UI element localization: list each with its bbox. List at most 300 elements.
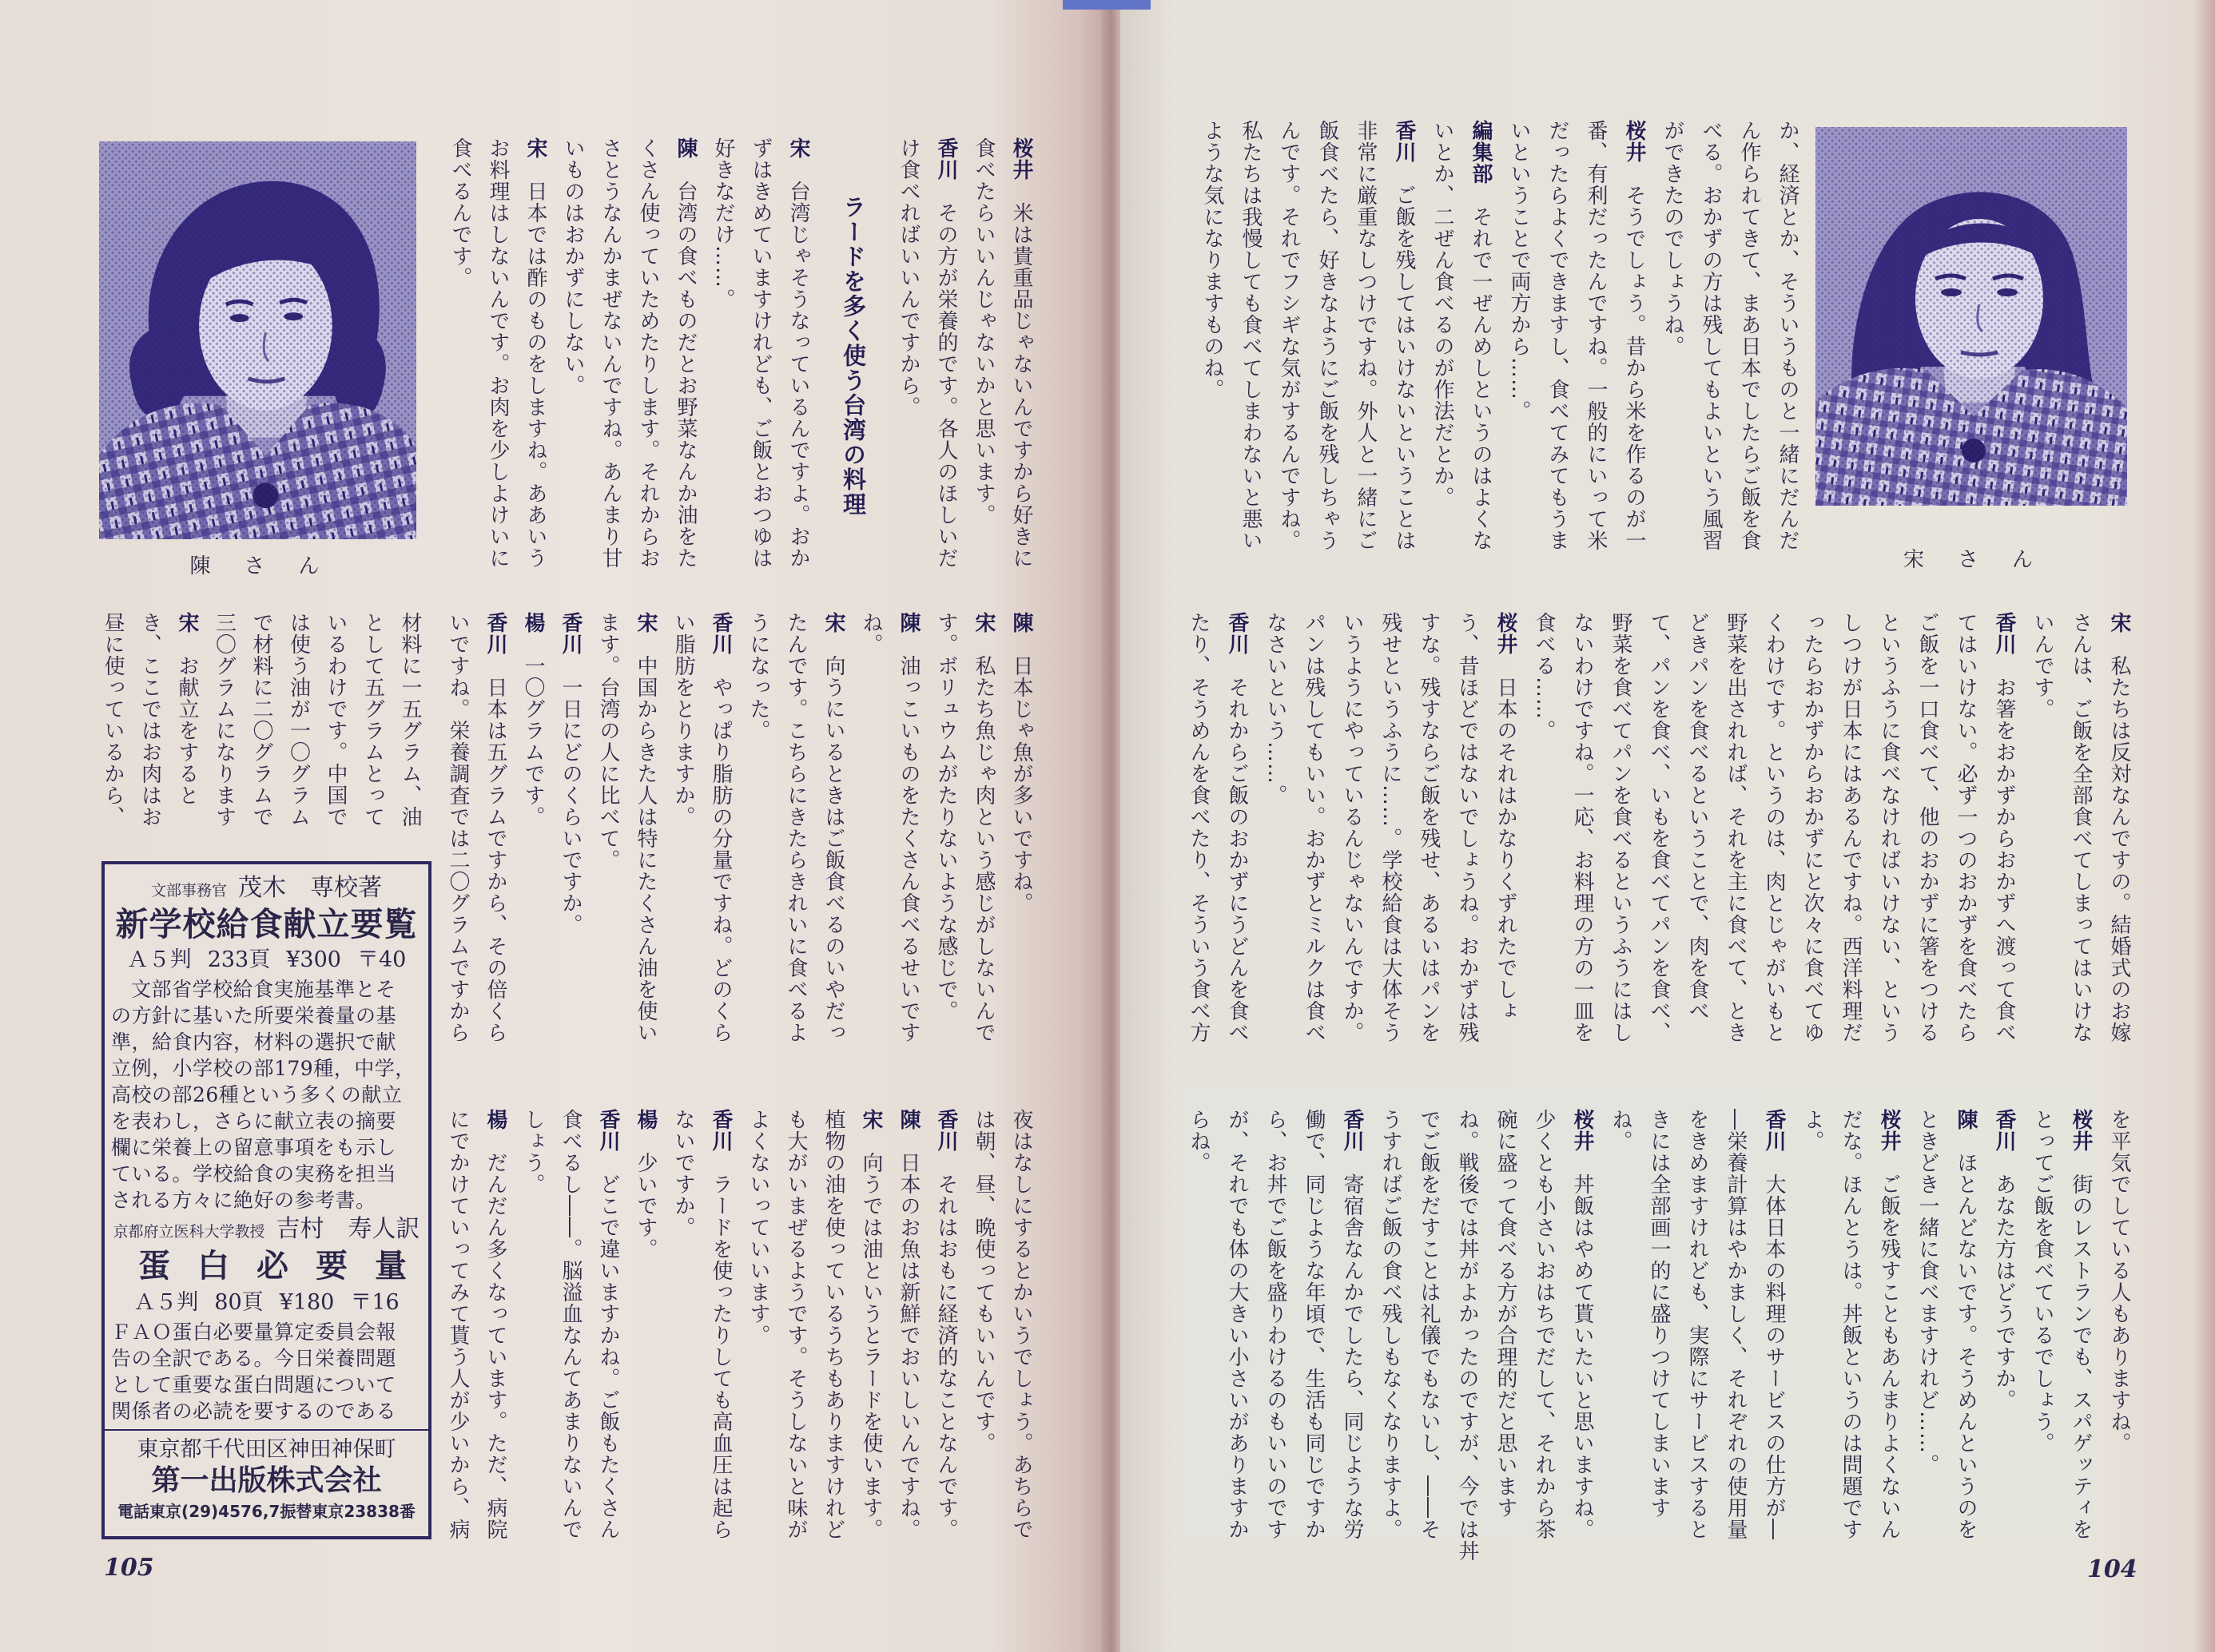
column-text: お箸をおかずからおかずへ渡って食べ [1992,677,2016,1043]
speaker-name: 宋 [972,612,996,633]
text-column [1525,1109,1563,1540]
column-text: 食べる……。 [1532,612,1556,741]
text-column [1371,612,1410,1043]
text-column [2023,612,2062,1043]
book-1-description-line: される方々に絶好の参考書。 [111,1189,376,1212]
text-column [1448,1109,1486,1562]
book-advertisement [101,861,434,1539]
column-text: 非常に厳重なしつけですね。外人と一緒にご [1354,120,1378,551]
book-1-description-line: を表わし，さらに献立表の摘要 [111,1110,397,1133]
text-column [1333,1109,1371,1540]
book-1-title: 新学校給食献立要覧 [115,905,418,943]
speaker-name: 陳 [897,612,921,633]
text-column [1947,1109,1985,1540]
publisher-name: 第一出版株式会社 [151,1464,382,1497]
column-text: 一〇グラムです。 [521,655,545,828]
column-text: は朝、昼、晩使ってもいいんです。 [972,1109,996,1454]
speaker-name: 香川 [596,1109,620,1152]
text-column [2062,612,2100,1043]
text-column [1755,612,1793,1043]
speaker-name: 楊 [483,1109,507,1130]
column-text: て、パンを食べ、いもを食べてパンを食べ、 [1647,612,1671,1043]
speaker-name: 陳 [1009,612,1033,633]
book-format: Ａ５判 [126,947,192,972]
column-text: だんだん多くなっています。ただ、病院 [483,1152,507,1540]
column-text: 日本のお魚は新鮮でおいしいんですね。 [897,1152,921,1540]
column-text: 少いです。 [634,1152,658,1260]
publisher-address: 東京都千代田区神田神保町 [137,1437,396,1462]
column-text: 少くとも小さいおはちでだして、それから茶 [1532,1109,1556,1540]
speaker-name: 桜井 [1570,1109,1594,1152]
text-column [1908,1109,1947,1540]
text-column [1002,137,1040,569]
text-column [1218,1109,1256,1540]
column-text: よ。 [1800,1109,1824,1152]
column-text: それからご飯のおかずにうどんを食べ [1225,677,1249,1043]
column-text: いですね。栄養調査では二〇グラムですから [446,612,470,1043]
text-column [779,137,817,569]
text-column [589,612,626,1043]
column-text: 野菜を食べてパンを食べるというふうにはし [1609,612,1632,1043]
column-text: さんは、ご飯を全部食べてしまってはいけな [2069,612,2093,1043]
speaker-name: 楊 [521,612,545,633]
column-text: ら、お丼でご飯を盛りわけるのもいいのです [1263,1109,1287,1540]
column-text: として五グラムとって [360,612,385,828]
column-text: 碗に盛って食べる方が合理的だと思います [1493,1109,1517,1519]
column-text: しょう。 [521,1109,545,1195]
text-column [1486,1109,1525,1540]
publisher-contact: 電話東京(29)4576,7振替東京23838番 [117,1502,416,1521]
column-text: いるわけです。中国で [324,612,348,828]
speaker-name: 香川 [1340,1109,1364,1152]
column-text: 日本じゃ魚が多いですね。 [1009,655,1033,914]
text-column [1193,120,1231,551]
column-text: いうようにやっているんじゃないんですか。 [1340,612,1364,1043]
text-column [1908,612,1947,1043]
text-column [317,612,355,849]
column-text: でご飯をだすことは礼儀でもないし、――そ [1417,1109,1441,1540]
text-column [1410,612,1448,1043]
text-column [1179,1109,1218,1540]
speaker-name: 陳 [897,1109,921,1130]
text-column [1423,120,1461,551]
column-text: 中国からきた人は特にたくさん油を使い [634,655,658,1043]
speaker-name: 香川 [1225,612,1249,655]
text-column [704,137,742,569]
text-column [1410,1109,1448,1540]
text-column [1793,612,1831,1043]
text-column [852,612,889,1043]
column-text: 私たちは我慢しても食べてしまわないと悪い [1239,120,1263,551]
column-text: 残せというふうに……。学校給食は大体そう [1378,612,1402,1043]
column-text: んです。それでフシギな気がするんですね。 [1277,120,1301,551]
book-price: ¥300 [286,947,341,972]
text-column [1563,612,1601,1043]
page-number: 104 [2087,1555,2137,1583]
book-1-description-line: 欄に栄養上の留意事項をも示し [111,1136,397,1159]
speaker-name: 編集部 [1469,120,1493,185]
book-pages: 80頁 [214,1290,264,1315]
text-column [702,612,739,1043]
column-text: 食べるし――。脳溢血なんてあまりないんで [559,1109,583,1540]
text-column [664,612,702,1043]
text-column [889,1109,927,1540]
text-column [1640,1109,1678,1540]
text-column [702,1109,739,1540]
text-column [1947,612,1985,1043]
column-text: き、ここではお肉はお [137,612,162,828]
text-column [626,1109,664,1540]
column-text: お料理はしないんです。お肉を少しよけいに [486,137,510,569]
column-text: たり、そうめんを食べたり、そういう食べ方 [1187,612,1211,1043]
column-text: 街のレストランでも、スパゲッティを [2069,1173,2093,1540]
column-text: 向うでは油というとラードを使います。 [859,1152,883,1540]
column-text: てはいけない。必ず一つのおかずを食べたら [1954,612,1978,1043]
column-text: う、昔ほどではないでしょうね。おかずは残 [1455,612,1479,1043]
text-column [1294,1109,1333,1540]
column-text: いとか、二ぜん食べるのが作法だとか。 [1430,120,1454,508]
column-text: べる。おかずの方は残してもよいという風習 [1699,120,1723,551]
text-column [664,1109,702,1540]
text-column [626,612,664,1043]
column-text: を平気でしている人もありますね。 [2107,1109,2131,1454]
text-column [1346,120,1385,551]
page-105-bottom-tier [439,1109,1040,1540]
column-text: よくないっていいます。 [746,1109,770,1346]
book-2-description-line: 関係者の必読を要するのである [111,1400,397,1423]
column-text: 日本のそれはかなりくずれたでしょ [1493,677,1517,1022]
text-column [1831,612,1870,1043]
section-heading: ラードを多く使う台湾の料理 [840,195,867,517]
column-text: が、それでも体の大きい小さいがありますか [1225,1109,1249,1540]
speaker-name: 香川 [1762,1109,1786,1152]
column-text: 私たち魚じゃ肉という感じがしないんで [972,655,996,1043]
column-text: どきパンを食べるということで、肉を食べ [1685,612,1709,1022]
column-text: パンは残してもいい。おかずとミルクは食べ [1302,612,1326,1043]
text-column [1231,120,1270,551]
text-column [1716,612,1755,1043]
text-column [1256,612,1294,1043]
column-text: というふうに食べなければいけない、という [1877,612,1901,1043]
column-text: きには全部画一的に盛りつけてしまいます [1647,1109,1671,1519]
text-column [1002,612,1040,1043]
book-1-format-line [111,944,422,976]
text-column [889,137,927,569]
text-column [1563,1109,1601,1540]
text-column [1755,1109,1793,1540]
column-text: いんです。 [2030,612,2054,720]
column-text: すな。残すならご飯を残せ、あるいはパンを [1417,612,1441,1043]
column-text: ます。台湾の人に比べて。 [596,612,620,871]
text-column [739,1109,777,1540]
text-column [964,612,1002,1043]
photo-caption: 陳 さ ん [189,554,326,578]
column-text: そうでしょう。昔から米を作るのが一 [1622,185,1646,551]
text-column [1002,1109,1040,1540]
portrait-image [1815,127,2127,506]
column-text: 寄宿舎なんかでしたら、同じような労 [1340,1173,1364,1540]
text-column [169,612,206,849]
column-text: い脂肪をとりますか。 [671,612,695,828]
column-text: 向うにいるときはご飯食べるのいやだっ [821,655,845,1043]
speaker-name: 香川 [709,1109,733,1152]
author-name: 茂木 専校著 [238,874,382,902]
column-text: け食べればいいんですから。 [897,137,921,418]
column-text: さとうなんかまぜないんですね。あんまり甘 [598,137,622,569]
speaker-name: 宋 [634,612,658,633]
text-column [1308,120,1346,551]
text-column [1870,612,1908,1043]
column-text: たんです。こちらにきたらきれいに食べるよ [784,612,808,1043]
column-text: 植物の油を使っているうちもありますけれど [821,1109,845,1540]
book-1-description-line: 高校の部26種という多くの献立 [111,1083,403,1106]
column-text: あなた方はどうですか。 [1992,1173,2016,1411]
portrait-image [99,141,416,539]
text-column [1716,1109,1755,1540]
page-105-middle-tier [439,612,1040,1043]
book-1-description-line: 準，給食内容，材料の選択で献 [111,1031,397,1054]
author-role: 文部事務官 [150,882,227,899]
text-column [1678,1109,1716,1540]
column-text: 食べるんです。 [448,137,472,288]
book-format: Ａ５判 [133,1290,199,1315]
text-column [742,137,779,569]
text-column [1601,612,1640,1043]
column-text: やっぱり脂肪の分量ですね。どのくら [709,677,733,1043]
text-column [1461,120,1500,551]
speaker-name: 香川 [483,612,507,655]
column-text: ね。 [1609,1109,1632,1152]
book-2-author-line [111,1213,422,1245]
text-column [589,1109,626,1540]
text-column [1333,612,1371,1043]
text-column [94,612,132,849]
speaker-name: 楊 [634,1109,658,1130]
text-column [476,1109,514,1540]
column-text: 油っこいものをたくさん食べるせいです [897,655,921,1043]
text-column [629,137,666,569]
column-text: ご飯を残してはいけないということは [1392,185,1416,551]
column-text: ―栄養計算はやかましく、それぞれの使用量 [1724,1109,1748,1540]
column-text: ね。戦後では丼がよかったのですが、今では丼 [1455,1109,1479,1562]
text-column [1615,120,1653,551]
speaker-name: 陳 [674,137,698,159]
column-text: ような気になりますものね。 [1200,120,1224,400]
text-column [1218,612,1256,1043]
text-column [2023,1109,2062,1540]
column-text: 台湾の食べものだとお野菜なんか油をた [674,181,698,569]
column-text: 野菜を出されれば、それを主に食べて、とき [1724,612,1748,1043]
text-column [964,137,1002,569]
page-105-top-tier [441,137,1040,569]
column-text: 番、有利だったんですね。一般的にいって米 [1584,120,1608,551]
column-text: 私たちは反対なんですの。結婚式のお嫁 [2107,655,2131,1043]
text-column [1179,612,1218,1043]
text-column [1793,1109,1831,1540]
portrait-photo-chen [99,141,416,539]
column-text: ずはきめていますけれども、ご飯とおつゆは [749,137,773,569]
column-text: それで一ぜんめしというのはよくな [1469,206,1493,551]
column-text: 丼飯はやめて貰いたいと思いますね。 [1570,1173,1594,1540]
speaker-name: 香川 [709,612,733,655]
column-text: にでかけていってみて貰う人が少いから、病 [446,1109,470,1540]
book-1-author-line [111,872,422,904]
text-column [441,137,479,569]
column-text: どこで違いますかね。ご飯もたくさん [596,1173,620,1540]
column-text: とってご飯を食べているでしょう。 [2030,1109,2054,1454]
column-text: 台湾じゃそうなっているんですよ。おか [786,181,810,569]
text-column [205,612,243,849]
text-column [964,1109,1002,1540]
column-text: 食べたらいいんじゃないかと思います。 [972,137,996,526]
text-column [1371,1109,1410,1540]
text-column [516,137,554,569]
column-text: 働で、同じような年頃で、生活も同じですか [1302,1109,1326,1540]
speaker-name: 宋 [821,612,845,633]
text-column [666,137,704,569]
speaker-name: 香川 [934,1109,958,1152]
column-text: だったらよくできますし、食べてみてもうま [1545,120,1569,551]
book-1-description-line: 立例，小学校の部179種，中学， [111,1057,416,1080]
text-column [1385,120,1423,551]
book-1-description-line: ている。学校給食の実務を担当 [111,1162,397,1185]
text-column [551,1109,589,1540]
portrait-photo-song [1815,127,2127,506]
author-name: 吉村 寿人訳 [276,1215,420,1243]
speaker-name: 桜井 [1009,137,1033,181]
column-text: だな。ほんとうは。丼飯というのは問題です [1839,1109,1863,1540]
text-column [2100,1109,2138,1540]
text-column [591,137,629,569]
page-104-top-tier [1193,120,1807,551]
text-column [1692,120,1730,551]
page-105-middle-continuation [94,612,429,849]
photo-caption: 宋 さ ん [1903,548,2039,572]
text-column [479,137,516,569]
book-2-format-line [111,1287,422,1319]
column-text: いということで両方から……。 [1507,120,1531,422]
book-pages: 233頁 [207,947,271,972]
text-column [476,612,514,1043]
text-column [1256,1109,1294,1540]
text-column [1768,120,1807,551]
column-text: らね。 [1187,1109,1211,1173]
text-column [1831,1109,1870,1540]
column-text: は使う油が一〇グラム [286,612,311,828]
column-text: くさん使っていためたりします。それからお [636,137,660,569]
speaker-name: 宋 [175,612,199,633]
speaker-name: 香川 [1392,120,1416,163]
column-text: 三〇グラムになります [212,612,237,828]
column-text: 飯食べたら、好きなようにご飯を残しちゃう [1315,120,1339,551]
column-text: お献立をすると [175,655,199,806]
text-column [554,137,591,569]
text-column [1985,1109,2023,1540]
book-2-description-line: 告の全訳である。今日栄養問題 [111,1347,397,1370]
text-column [927,1109,964,1540]
speaker-name: 香川 [559,612,583,655]
book-gutter [1101,0,1122,1652]
divider [105,1429,428,1431]
column-text: その方が栄養的です。各人のほしいだ [934,202,958,569]
column-text: しつけが日本にはあるんですね。西洋料理だ [1839,612,1863,1043]
text-column [2062,1109,2100,1540]
speaker-name: 桜井 [1622,120,1646,163]
column-text: うになった。 [746,612,770,741]
text-column [1538,120,1577,551]
text-column [280,612,317,849]
column-text: くわけです。というのは、肉とじゃがいもと [1762,612,1786,1043]
speaker-name: 宋 [859,1109,883,1130]
text-column [1500,120,1538,551]
text-column [514,612,551,1043]
speaker-name: 陳 [1954,1109,1978,1130]
column-text: ったらおかずからおかずにと次々に食べてゆ [1800,612,1824,1043]
text-column [439,1109,476,1540]
author-role: 京都府立医科大学教授 [113,1223,265,1241]
text-column [1985,612,2023,1043]
column-text: うすればご飯の食べ残しもなくなりますよ。 [1378,1109,1402,1540]
text-column [354,612,392,849]
text-column [814,612,852,1043]
text-column [1270,120,1308,551]
text-column [1601,1109,1640,1540]
text-column [514,1109,551,1540]
text-column [927,137,964,569]
text-column [1577,120,1615,551]
column-text: ご飯を一口食べて、他のおかずに箸をつける [1915,612,1939,1043]
book-price: ¥180 [279,1290,335,1315]
column-text: それはおもに経済的なことなんです。 [934,1173,958,1540]
book-postage: 〒40 [356,947,407,972]
text-column [392,612,429,849]
speaker-name: 桜井 [1877,1109,1901,1152]
column-text: 好きなだけ……。 [711,137,735,310]
speaker-name: 香川 [934,137,958,181]
column-text: ないわけですね。一応、お料理の方の一皿を [1570,612,1594,1043]
text-column [2100,612,2138,1043]
book-1-description-line: 文部省学校給食実施基準とそ [131,978,396,1001]
column-text: す。ボリュウムがたりないような感じで。 [934,612,958,1022]
column-text: 大体日本の料理のサービスの仕方が― [1762,1173,1786,1540]
text-column [1294,612,1333,1043]
text-column [739,612,777,1043]
text-column [1870,1109,1908,1540]
text-column [551,612,589,1043]
speaker-name: 宋 [786,137,810,159]
text-column [1486,612,1525,1043]
text-column [889,612,927,1043]
column-text: 昼に使っているから、 [101,612,125,828]
text-column [439,612,476,1043]
column-text: で材料に二〇グラムで [249,612,273,828]
text-column [1640,612,1678,1043]
page-number: 105 [104,1554,154,1582]
text-column [852,1109,889,1540]
column-text: ほとんどないです。そうめんというのを [1954,1152,1978,1540]
column-text: ときどき一緒に食べますけれど……。 [1915,1109,1939,1475]
column-text: をきめますけれども、実際にサービスすると [1685,1109,1709,1540]
column-text: も大がいまぜるようです。そうしないと味が [784,1109,808,1540]
column-text: いものはおかずにしない。 [561,137,585,396]
text-column [243,612,280,849]
column-text: ん作られてきて、まあ日本でしたらご飯を食 [1737,120,1761,551]
scanner-background [1063,0,1151,10]
page-104-bottom-tier [1179,1109,2138,1562]
column-text: ラードを使ったりしても高血圧は起ら [709,1173,733,1540]
book-1-description-line: の方針に基いた所要栄養量の基 [111,1004,397,1027]
column-text: 一日にどのくらいですか。 [559,677,583,935]
